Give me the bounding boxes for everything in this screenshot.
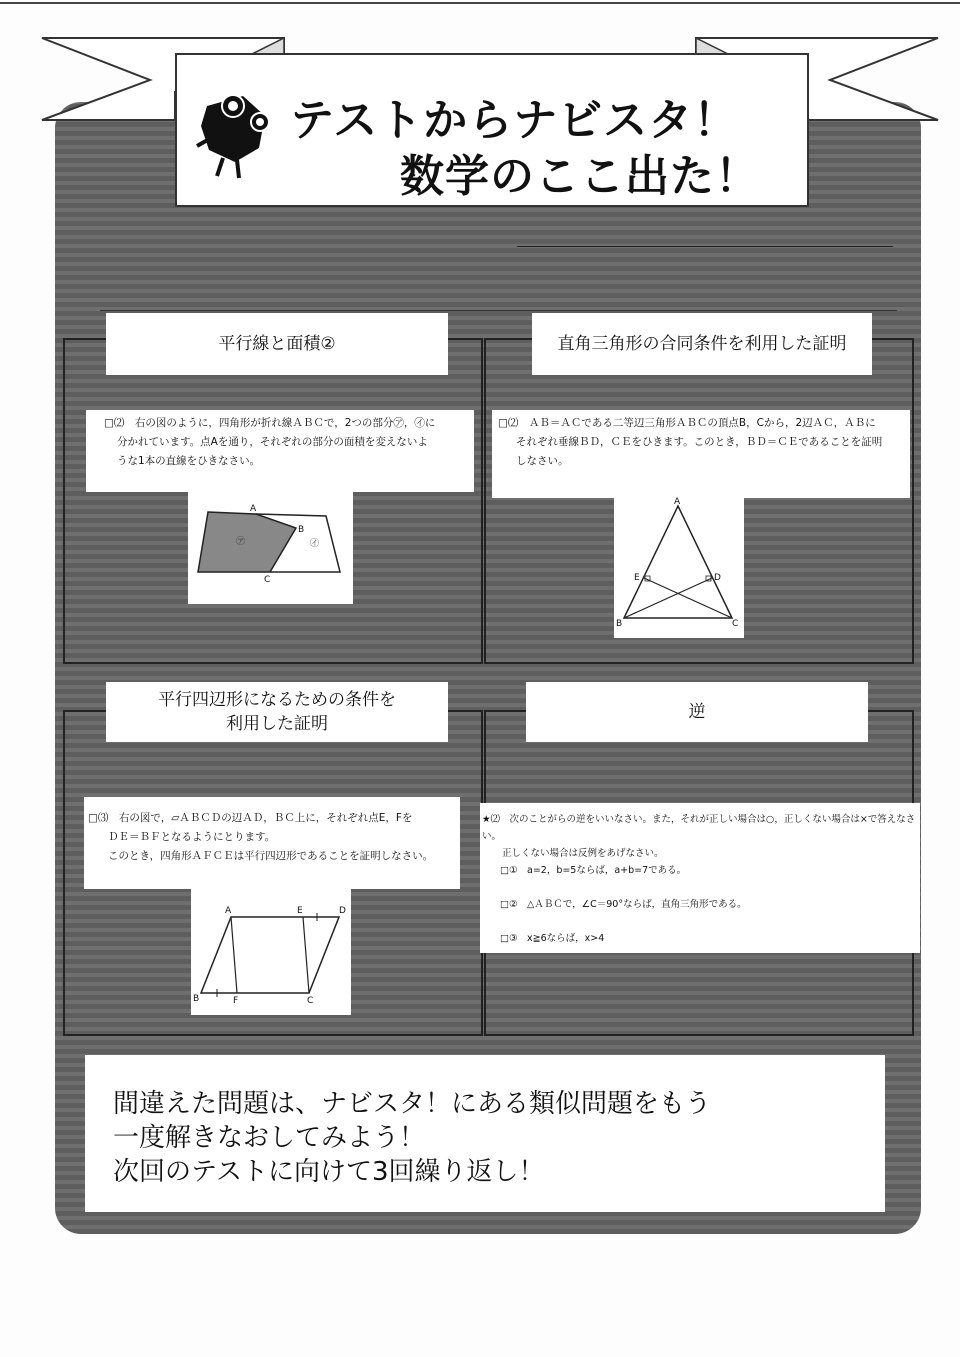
- problem-4-intro-2: 正しくない場合は反例をあげなさい。: [502, 848, 664, 859]
- problem-2-number: □⑵: [498, 417, 519, 429]
- footer-line-2: 一度解きなおしてみよう！: [113, 1123, 426, 1153]
- figure-1-svg: [188, 492, 353, 604]
- problem-4-number: ★⑵: [482, 814, 501, 825]
- fig2-label-d: D: [714, 573, 721, 583]
- figure-3: [191, 889, 351, 1015]
- section-label-3-line1: 平行四辺形になるための条件を: [158, 690, 396, 710]
- fig3-label-b: B: [193, 994, 200, 1004]
- problem-4-line-1: [482, 811, 920, 845]
- problem-3-text: [84, 797, 460, 889]
- problem-2-line-1: [498, 414, 910, 433]
- fig3-label-e: E: [297, 906, 303, 916]
- problem-1-line-1-text: 右の図のように，四角形が折れ線ＡＢＣで，2つの部分㋐，㋑に: [134, 417, 436, 429]
- section-label-3: [106, 682, 448, 742]
- footer-line-3: 次回のテストに向けて3回繰り返し！: [113, 1157, 545, 1187]
- section-label-3-line2: 利用した証明: [226, 714, 328, 734]
- fig2-label-e: E: [634, 573, 640, 583]
- problem-1-line-1: [104, 414, 474, 433]
- problem-3-line-1: [88, 809, 460, 828]
- fig2-label-a: A: [674, 497, 681, 507]
- problem-2-line-3: しなさい。: [516, 455, 569, 467]
- mascot-logo-icon: [195, 92, 275, 182]
- problem-3-line-2: ＤＥ＝ＢＦとなるようにとります。: [108, 831, 276, 843]
- fig2-label-c: C: [732, 619, 739, 629]
- footer-message: [85, 1055, 885, 1212]
- problem-2-line-1-text: ＡＢ＝ＡＣである二等辺三角形ＡＢＣの頂点B，Cから，2辺ＡＣ，ＡＢに: [528, 417, 876, 429]
- problem-3-line-1-text: 右の図で，▱ＡＢＣＤの辺ＡＤ，ＢＣ上に，それぞれ点E，Fを: [118, 812, 413, 824]
- problem-4-item-1: □① a=2，b=5ならば，a+b=7である。: [500, 865, 687, 876]
- problem-1-line-2: 分かれています。点Aを通り，それぞれの部分の面積を変えないよ: [117, 436, 428, 448]
- fig3-label-a: A: [225, 906, 232, 916]
- problem-4-item-3: □③ x≧6ならば，x>4: [500, 933, 605, 944]
- figure-2-svg: [614, 494, 744, 638]
- problem-1-text: [86, 410, 474, 492]
- divider-line: [100, 310, 897, 311]
- fig3-label-f: F: [233, 996, 239, 1006]
- section-label-1: 平行線と面積②: [106, 313, 448, 375]
- figure-3-svg: [191, 889, 351, 1015]
- fig2-label-b: B: [616, 619, 623, 629]
- problem-3-line-3: このとき，四角形ＡＦＣＥは平行四辺形であることを証明しなさい。: [108, 850, 434, 862]
- fig3-label-c: C: [307, 996, 314, 1006]
- fig1-label-p: ㋐: [236, 537, 246, 547]
- problem-4-text: [480, 803, 920, 953]
- footer-line-1: 間違えた問題は、ナビスタ！にある類似問題をもう: [113, 1089, 712, 1119]
- fig1-label-c: C: [264, 575, 271, 585]
- problem-2-text: [492, 410, 910, 498]
- fig1-label-b: B: [298, 525, 305, 535]
- section-label-4: 逆: [526, 682, 868, 742]
- figure-1: [188, 492, 353, 604]
- fig3-label-d: D: [339, 906, 346, 916]
- problem-4-intro-1: 次のことがらの逆をいいなさい。また，それが正しい場合は○，正しくない場合は×で答えなさい。: [482, 814, 916, 842]
- title-line-2: 数学のここ出た！: [400, 151, 760, 202]
- name-line: [517, 246, 893, 247]
- figure-2: [614, 494, 744, 638]
- problem-2-line-2: それぞれ垂線ＢＤ，ＣＥをひきます。このとき，ＢＤ＝ＣＥであることを証明: [516, 436, 883, 448]
- fig1-label-q: ㋑: [310, 539, 320, 549]
- problem-1-line-3: うな1本の直線をひきなさい。: [117, 455, 261, 467]
- problem-4-item-2: □② △ＡＢＣで，∠C＝90°ならば，直角三角形である。: [500, 899, 747, 910]
- problem-1-number: □⑵: [104, 417, 125, 429]
- title-line-1: テストからナビスタ！: [290, 95, 739, 146]
- section-label-2: 直角三角形の合同条件を利用した証明: [532, 313, 872, 375]
- fig1-label-a: A: [250, 504, 257, 514]
- problem-3-number: □⑶: [88, 812, 109, 824]
